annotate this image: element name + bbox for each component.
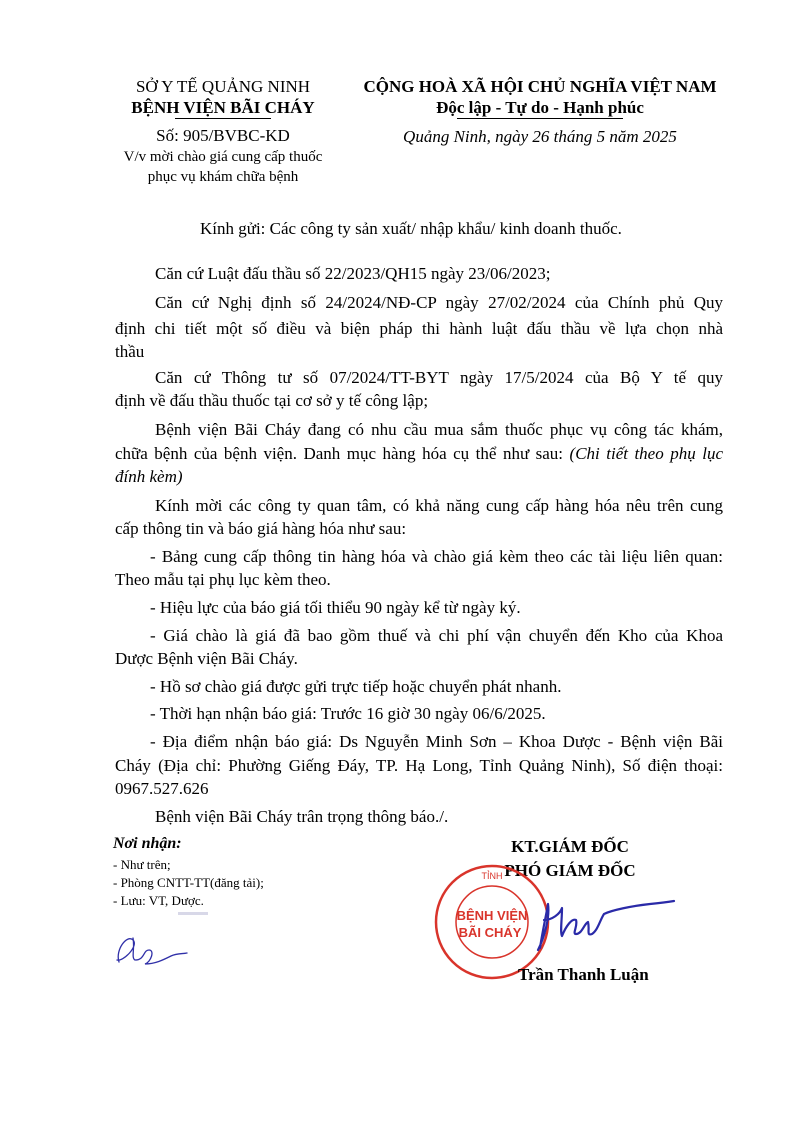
header-right xyxy=(350,76,730,148)
stamp-top-text: TỈNH xyxy=(481,871,503,881)
basis-2-line-2: định chi tiết một số điều và biện pháp thi hành luật đấu thầu về lựa chọn nhà xyxy=(115,319,723,338)
need-line-2-italic: (Chi tiết theo phụ lục xyxy=(569,444,723,463)
basis-1: Căn cứ Luật đấu thầu số 22/2023/QH15 ngày 23/06/2023; xyxy=(155,264,551,283)
initials-scribble xyxy=(105,920,195,970)
item-2: - Hiệu lực của báo giá tối thiểu 90 ngày kể từ ngày ký. xyxy=(150,598,521,617)
sign-title-1: KT.GIÁM ĐỐC xyxy=(511,837,629,856)
recipients-block xyxy=(113,834,264,910)
signature xyxy=(500,890,680,960)
signer-name: Trần Thanh Luận xyxy=(518,965,649,984)
stamp-center-2: BÃI CHÁY xyxy=(458,925,522,940)
faint-mark xyxy=(178,912,208,915)
item-5: - Thời hạn nhận báo giá: Trước 16 giờ 30 ngày 06/6/2025. xyxy=(150,704,546,723)
stamp-center-1: BỆNH VIỆN xyxy=(456,908,528,923)
org-name: BỆNH VIỆN BÃI CHÁY xyxy=(131,98,315,117)
item-3-line-1: - Giá chào là giá đã bao gồm thuế và chi phí vận chuyển đến Kho của Khoa xyxy=(150,626,723,645)
item-6-line-1: - Địa điểm nhận báo giá: Ds Nguyễn Minh Sơn – Khoa Dược - Bệnh viện Bãi xyxy=(150,732,723,751)
basis-2-line-3: thầu xyxy=(115,342,145,361)
item-6-line-3: 0967.527.626 xyxy=(115,779,209,798)
recipient-item: - Như trên; xyxy=(113,857,171,872)
basis-2-line-1: Căn cứ Nghị định số 24/2024/NĐ-CP ngày 27/02/2024 của Chính phủ Quy xyxy=(155,293,723,312)
subject-line-2: phục vụ khám chữa bệnh xyxy=(147,169,299,185)
sign-title-2: PHÓ GIÁM ĐỐC xyxy=(504,861,636,880)
need-line-2-text: chữa bệnh của bệnh viện. Danh mục hàng hóa cụ thể như sau: xyxy=(115,444,570,463)
need-line-2 xyxy=(115,443,723,465)
recipient-line: Kính gửi: Các công ty sản xuất/ nhập khẩu/ kinh doanh thuốc. xyxy=(200,219,622,238)
invite-line-1: Kính mời các công ty quan tâm, có khả năng cung cấp hàng hóa nêu trên cung xyxy=(155,496,723,515)
item-1-line-2: Theo mẫu tại phụ lục kèm theo. xyxy=(115,570,331,589)
doc-number: Số: 905/BVBC-KD xyxy=(156,126,290,145)
header-left xyxy=(108,76,338,187)
need-line-3: đính kèm) xyxy=(115,467,183,486)
closing-line: Bệnh viện Bãi Cháy trân trọng thông báo./. xyxy=(155,807,449,826)
item-1-line-1: - Bảng cung cấp thông tin hàng hóa và chào giá kèm theo các tài liệu liên quan: xyxy=(150,547,723,566)
recipients-title: Nơi nhận: xyxy=(113,835,182,852)
item-3-line-2: Dược Bệnh viện Bãi Cháy. xyxy=(115,649,298,668)
basis-3-line-1: Căn cứ Thông tư số 07/2024/TT-BYT ngày 17/5/2024 của Bộ Y tế quy xyxy=(155,368,723,387)
invite-line-2: cấp thông tin và báo giá hàng hóa như sau: xyxy=(115,519,407,538)
org-parent: SỞ Y TẾ QUẢNG NINH xyxy=(135,77,311,96)
need-line-1: Bệnh viện Bãi Cháy đang có nhu cầu mua sắm thuốc phục vụ công tác khám, xyxy=(155,420,723,439)
subject-line-1: V/v mời chào giá cung cấp thuốc xyxy=(123,149,323,165)
basis-3-line-2: định về đấu thầu thuốc tại cơ sở y tế công lập; xyxy=(115,391,429,410)
org-underline xyxy=(175,118,271,119)
nation-title: CỘNG HOÀ XÃ HỘI CHỦ NGHĨA VIỆT NAM xyxy=(363,77,717,96)
recipient-item: - Lưu: VT, Dược. xyxy=(113,893,204,908)
motto: Độc lập - Tự do - Hạnh phúc xyxy=(436,98,644,117)
motto-underline xyxy=(457,118,623,119)
item-4: - Hồ sơ chào giá được gửi trực tiếp hoặc chuyển phát nhanh. xyxy=(150,677,562,696)
recipient-item: - Phòng CNTT-TT(đăng tải); xyxy=(113,875,264,890)
place-date: Quảng Ninh, ngày 26 tháng 5 năm 2025 xyxy=(403,127,677,146)
item-6-line-2: Cháy (Địa chỉ: Phường Giếng Đáy, TP. Hạ Long, Tỉnh Quảng Ninh), Số điện thoại: xyxy=(115,756,723,775)
